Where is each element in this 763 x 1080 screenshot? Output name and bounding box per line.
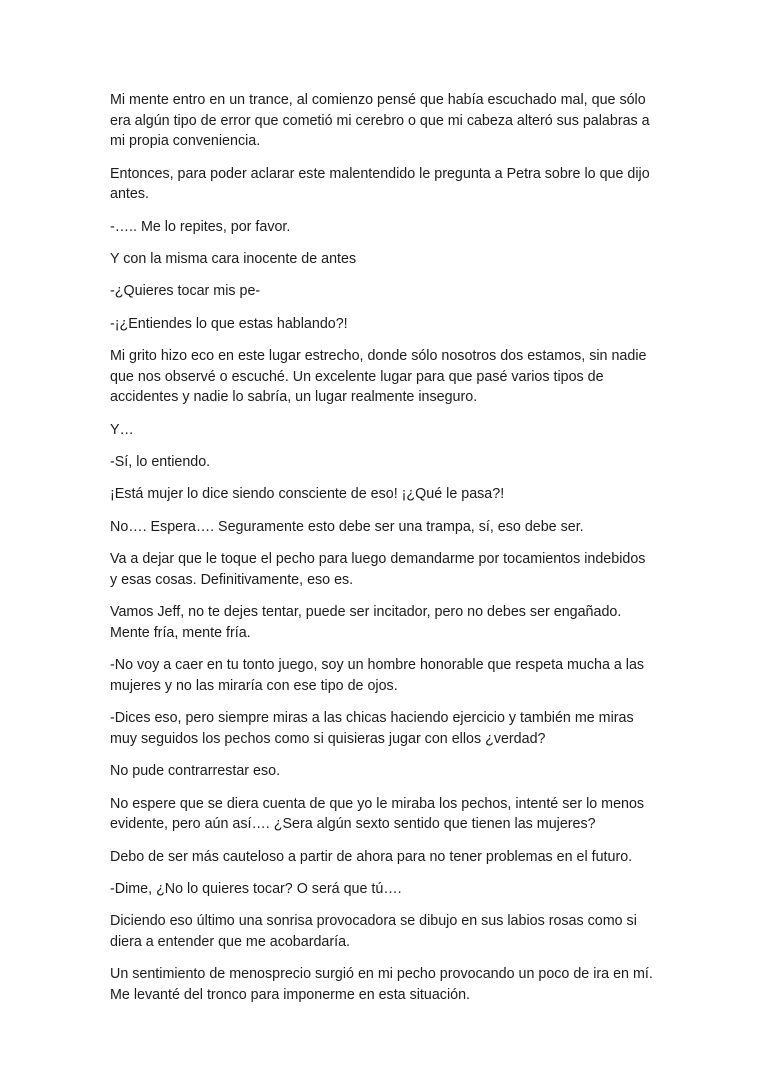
paragraph-18: Debo de ser más cauteloso a partir de ahora para no tener problemas en el futuro.	[110, 848, 633, 865]
paragraph-3: -….. Me lo repites, por favor.	[110, 218, 291, 235]
paragraph-14: -No voy a caer en tu tonto juego, soy un hombre honorable que respeta mucha a las mujeres y no las miraría con ese tipo de ojos.	[110, 657, 645, 694]
paragraph-5: -¿Quieres tocar mis pe-	[110, 283, 261, 300]
paragraph-19: -Dime, ¿No lo quieres tocar? O será que tú….	[110, 880, 402, 897]
paragraph-1: Mi mente entro en un trance, al comienzo pensé que había escuchado mal, que sólo era algún tipo de error que cometió mi cerebro o que mi cabeza alteró sus palabras a mi propia conveniencia.	[110, 92, 650, 150]
paragraph-2: Entonces, para poder aclarar este malentendido le pregunta a Petra sobre lo que dijo antes.	[110, 165, 650, 203]
paragraph-20: Diciendo eso último una sonrisa provocadora se dibujo en sus labios rosas como si diera a entender que me acobardaría.	[110, 913, 637, 950]
paragraph-7: Mi grito hizo eco en este lugar estrecho, donde sólo nosotros dos estamos, sin nadie que nos observé o escuché. Un excelente lugar para que pasé varios tipos de accidentes y nadie lo sabría, un lugar realmente inseguro.	[110, 348, 647, 406]
paragraph-11: No…. Espera…. Seguramente esto debe ser una trampa, sí, eso debe ser.	[110, 518, 584, 535]
paragraph-9: -Sí, lo entiendo.	[110, 454, 211, 471]
paragraph-8: Y…	[110, 421, 134, 438]
paragraph-21: Un sentimiento de menosprecio surgió en mi pecho provocando un poco de ira en mí. Me levanté del tronco para imponerme en esta situación.	[110, 966, 653, 1003]
paragraph-13: Vamos Jeff, no te dejes tentar, puede ser incitador, pero no debes ser engañado. Mente fría, mente fría.	[110, 604, 622, 641]
paragraph-17: No espere que se diera cuenta de que yo le miraba los pechos, intenté ser lo menos evidente, pero aún así…. ¿Sera algún sexto sentido que tienen las mujeres?	[110, 795, 645, 833]
paragraph-10: ¡Está mujer lo dice siendo consciente de eso! ¡¿Qué le pasa?!	[110, 486, 505, 503]
paragraph-12: Va a dejar que le toque el pecho para luego demandarme por tocamientos indebidos y esas cosas. Definitivamente, eso es.	[110, 551, 646, 588]
paragraph-16: No pude contrarrestar eso.	[110, 763, 281, 780]
paragraph-15: -Dices eso, pero siempre miras a las chicas haciendo ejercicio y también me miras muy seguidos los pechos como si quisieras jugar con ellos ¿verdad?	[110, 710, 634, 747]
paragraph-6: -¡¿Entiendes lo que estas hablando?!	[110, 315, 348, 332]
paragraph-4: Y con la misma cara inocente de antes	[110, 250, 357, 267]
